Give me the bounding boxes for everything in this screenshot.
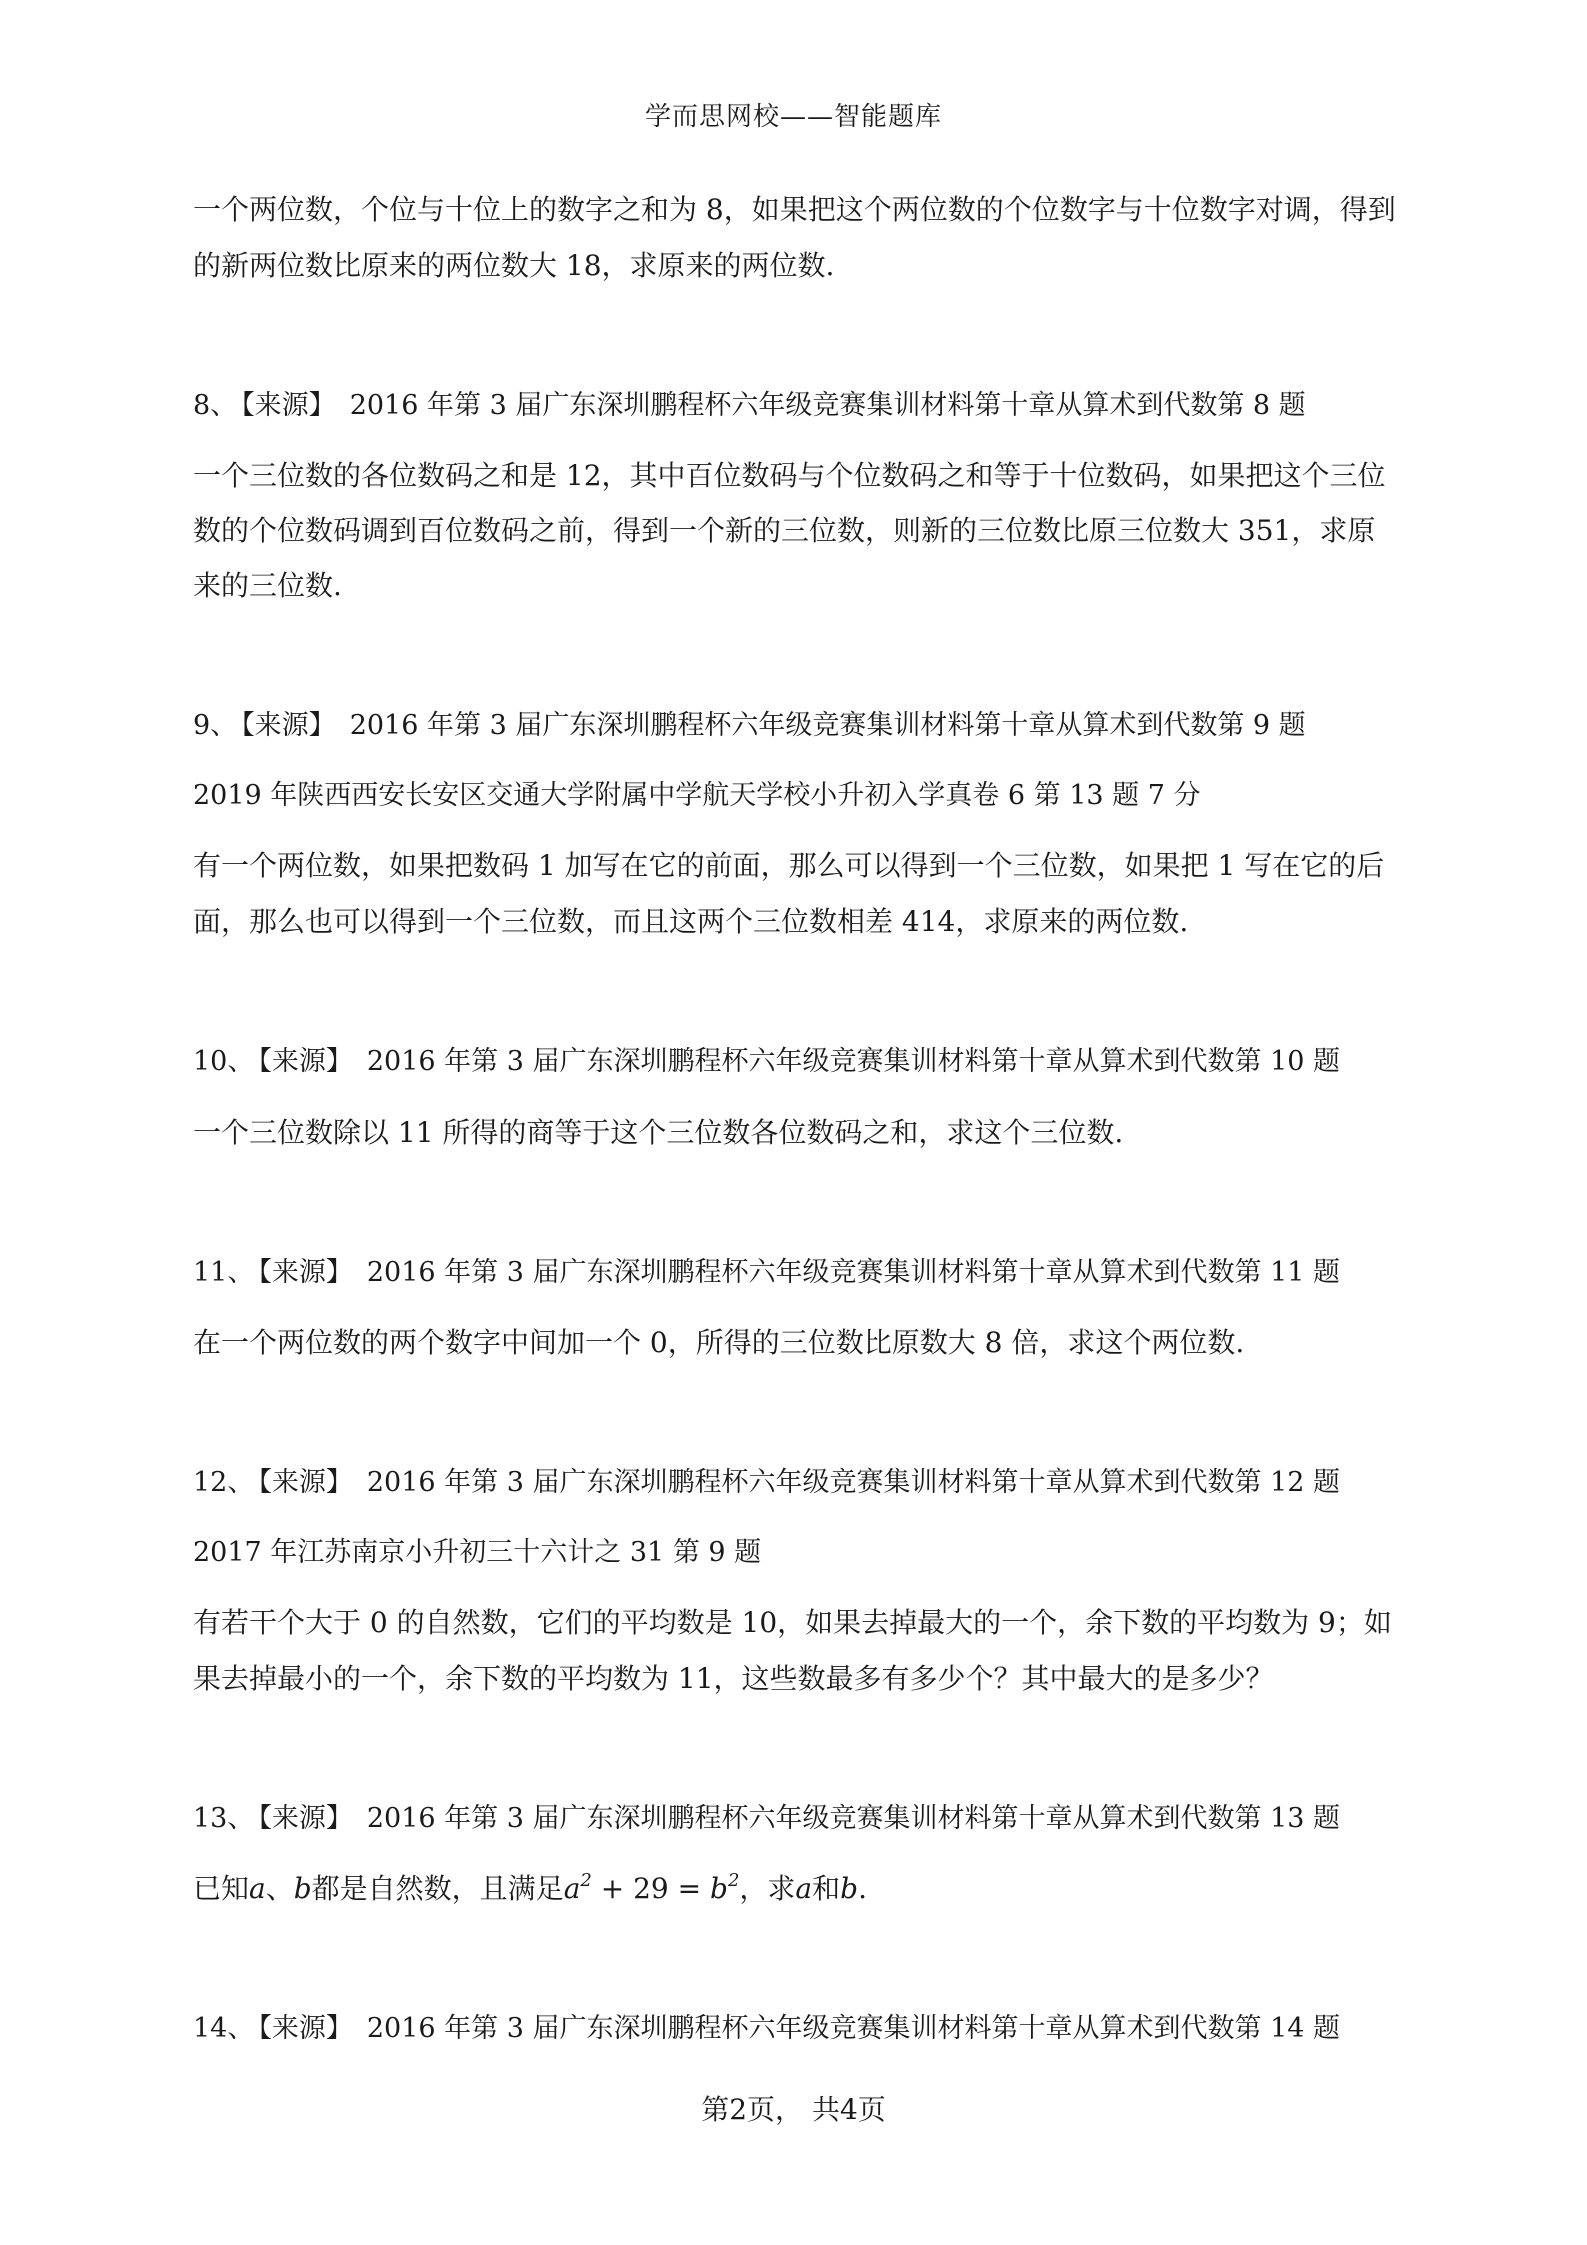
q9-number: 9、 <box>193 710 238 741</box>
q14-source-tag: 【来源】 <box>258 2013 353 2044</box>
q7-text-line2: 的新两位数比原来的两位数大 18，求原来的两位数. <box>193 249 835 282</box>
q10-number: 10、 <box>193 1046 255 1077</box>
q13-source-line <box>193 1799 1340 1839</box>
q11-source: 2016 年第 3 届广东深圳鹏程杯六年级竞赛集训材料第十章从算术到代数第 11 题 <box>366 1257 1341 1288</box>
q9-source: 2016 年第 3 届广东深圳鹏程杯六年级竞赛集训材料第十章从算术到代数第 9 题 <box>349 710 1306 741</box>
q13-text-end: . <box>858 1872 867 1905</box>
q10-text-line1: 一个三位数除以 11 所得的商等于这个三位数各位数码之和，求这个三位数. <box>193 1116 1124 1149</box>
q8-source-line <box>193 386 1306 426</box>
q12-source2: 2017 年江苏南京小升初三十六计之 31 第 9 题 <box>193 1537 762 1568</box>
q14-number: 14、 <box>193 2013 255 2044</box>
q13-var-a: a <box>249 1872 266 1905</box>
q13-text-mid: 都是自然数，且满足 <box>311 1872 564 1905</box>
q13-text-line1 <box>193 1869 867 1909</box>
q13-number: 13、 <box>193 1803 255 1834</box>
q13-ans-a: a <box>795 1872 813 1905</box>
q10-source-line <box>193 1042 1340 1082</box>
q13-text-prefix: 已知 <box>193 1872 250 1905</box>
q10-source-tag: 【来源】 <box>258 1046 353 1077</box>
q13-text-and: 和 <box>812 1872 841 1905</box>
q13-eq-a: a <box>563 1872 581 1905</box>
q10-source: 2016 年第 3 届广东深圳鹏程杯六年级竞赛集训材料第十章从算术到代数第 10 题 <box>366 1046 1341 1077</box>
q8-number: 8、 <box>193 390 238 421</box>
q13-eq-b: b <box>710 1872 728 1905</box>
q11-number: 11、 <box>193 1257 255 1288</box>
q13-eq-exp1: 2 <box>580 1870 592 1891</box>
q13-eq-plus: + 29 = <box>591 1872 710 1905</box>
q11-source-line <box>193 1253 1340 1293</box>
q8-source-tag: 【来源】 <box>241 390 336 421</box>
q12-number: 12、 <box>193 1467 255 1498</box>
q11-text-line1: 在一个两位数的两个数字中间加一个 0，所得的三位数比原数大 8 倍，求这个两位数. <box>193 1326 1245 1359</box>
q9-source-tag: 【来源】 <box>241 710 336 741</box>
q13-source-tag: 【来源】 <box>258 1803 353 1834</box>
q12-source-tag: 【来源】 <box>258 1467 353 1498</box>
q8-source: 2016 年第 3 届广东深圳鹏程杯六年级竞赛集训材料第十章从算术到代数第 8 题 <box>349 390 1306 421</box>
page-header: 学而思网校——智能题库 <box>644 102 942 132</box>
q8-text-line1: 一个三位数的各位数码之和是 12，其中百位数码与个位数码之和等于十位数码，如果把这个三位 <box>193 459 1386 492</box>
q13-equation <box>564 1872 740 1905</box>
q13-eq-exp2: 2 <box>727 1870 740 1891</box>
q9-text-line2: 面，那么也可以得到一个三位数，而且这两个三位数相差 414，求原来的两位数. <box>193 905 1189 938</box>
q8-text-line3: 来的三位数. <box>193 569 342 602</box>
q13-ans-b: b <box>840 1872 859 1905</box>
q13-var-b: b <box>293 1872 312 1905</box>
q8-text-line2: 数的个位数码调到百位数码之前，得到一个新的三位数，则新的三位数比原三位数大 351，求原 <box>193 514 1376 547</box>
q13-separator: 、 <box>265 1872 294 1905</box>
page-number: 第2页， 共4页 <box>701 2093 886 2126</box>
q12-source-line <box>193 1463 1340 1503</box>
q13-text-mid2: ，求 <box>739 1872 796 1905</box>
q11-source-tag: 【来源】 <box>258 1257 353 1288</box>
q14-source: 2016 年第 3 届广东深圳鹏程杯六年级竞赛集训材料第十章从算术到代数第 14 题 <box>366 2013 1341 2044</box>
q9-source2: 2019 年陕西西安长安区交通大学附属中学航天学校小升初入学真卷 6 第 13 题 7 分 <box>193 780 1201 811</box>
q12-text-line2: 果去掉最小的一个，余下数的平均数为 11，这些数最多有多少个？其中最大的是多少？ <box>193 1662 1274 1695</box>
q9-source-line <box>193 706 1306 746</box>
q14-source-line <box>193 2009 1340 2049</box>
q12-source: 2016 年第 3 届广东深圳鹏程杯六年级竞赛集训材料第十章从算术到代数第 12 题 <box>366 1467 1341 1498</box>
q7-text-line1: 一个两位数，个位与十位上的数字之和为 8，如果把这个两位数的个位数字与十位数字对调，得到 <box>193 193 1396 226</box>
q13-source: 2016 年第 3 届广东深圳鹏程杯六年级竞赛集训材料第十章从算术到代数第 13 题 <box>366 1803 1341 1834</box>
q9-text-line1: 有一个两位数，如果把数码 1 加写在它的前面，那么可以得到一个三位数，如果把 1 写在它的后 <box>193 849 1385 882</box>
q12-text-line1: 有若干个大于 0 的自然数，它们的平均数是 10，如果去掉最大的一个，余下数的平均数为 9；如 <box>193 1606 1392 1639</box>
